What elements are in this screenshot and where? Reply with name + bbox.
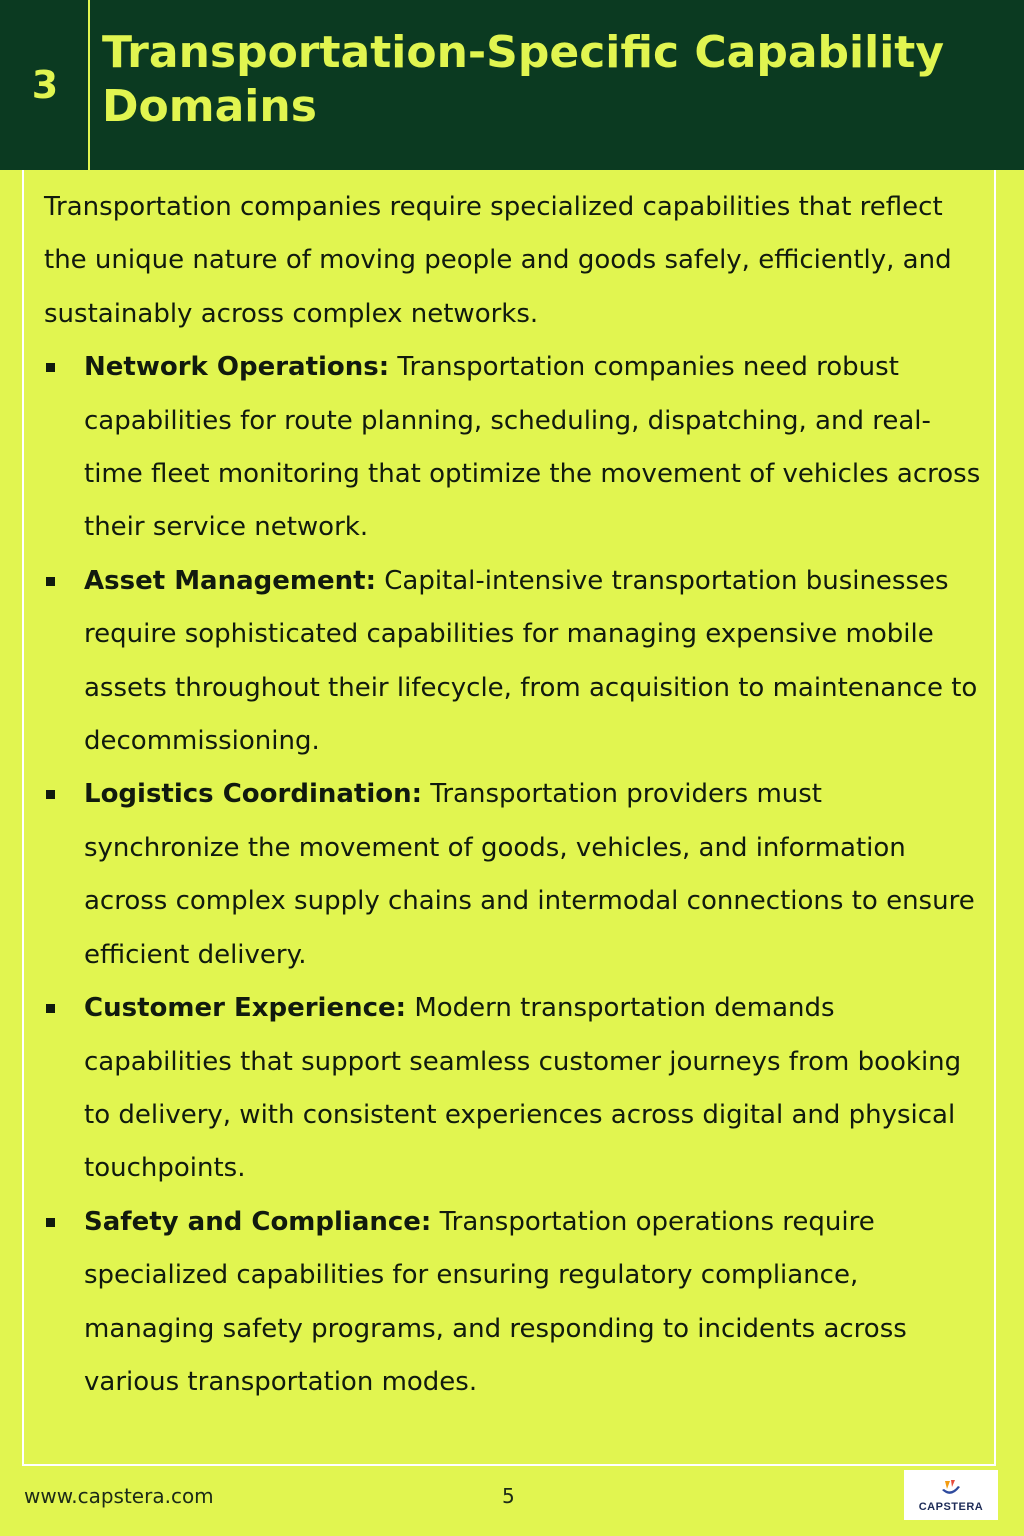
bullet-item [44,1196,984,1410]
bullet-text: Capital-intensive transportation businesses require sophisticated capabilities for managing expensive mobile assets throughout their lifecycle, from acquisition to maintenance to decommissioning. [84,565,978,757]
bullet-text: Transportation providers must synchronize the movement of goods, vehicles, and information across complex supply chains and intermodal connections to ensure efficient delivery. [84,779,975,970]
bullet-title: Safety and Compliance: [84,1206,432,1237]
capstera-logo-icon [939,1477,963,1501]
bullet-item [44,341,984,555]
header-divider [88,0,90,170]
bullet-title: Asset Management: [84,565,376,596]
bullet-item [44,555,984,769]
section-number: 3 [31,63,59,107]
page-title: Transportation-Specific Capability Domains [102,27,944,132]
footer-url: www.capstera.com [24,1484,214,1508]
bullet-list [44,341,984,1409]
bullet-title: Logistics Coordination: [84,779,423,810]
bullet-title: Customer Experience: [84,993,407,1024]
intro-paragraph: Transportation companies require specialized capabilities that reflect the unique nature of moving people and goods safely, efficiently, and sustainably across complex networks. [44,192,952,329]
square-bullet-icon [46,1218,55,1227]
bullet-text: Transportation operations require specialized capabilities for ensuring regulatory compliance, managing safety programs, and responding to incidents across various transportation modes. [84,1206,907,1397]
square-bullet-icon [46,1004,55,1013]
square-bullet-icon [46,577,55,586]
bullet-text: Transportation companies need robust capabilities for route planning, scheduling, dispatching, and real-time fleet monitoring that optimize the movement of vehicles across their service network. [84,352,981,543]
logo-text: CAPSTERA [918,1500,984,1513]
capstera-logo [904,1470,998,1520]
bullet-item [44,768,984,982]
bullet-text: Modern transportation demands capabilities that support seamless customer journeys from booking to delivery, with consistent experiences across digital and physical touchpoints. [84,993,962,1184]
square-bullet-icon [46,363,55,372]
page-number: 5 [502,1484,515,1508]
main-content [44,181,984,1409]
bullet-item [44,982,984,1196]
bullet-title: Network Operations: [84,352,390,383]
page-header [0,0,1024,170]
square-bullet-icon [46,790,55,799]
